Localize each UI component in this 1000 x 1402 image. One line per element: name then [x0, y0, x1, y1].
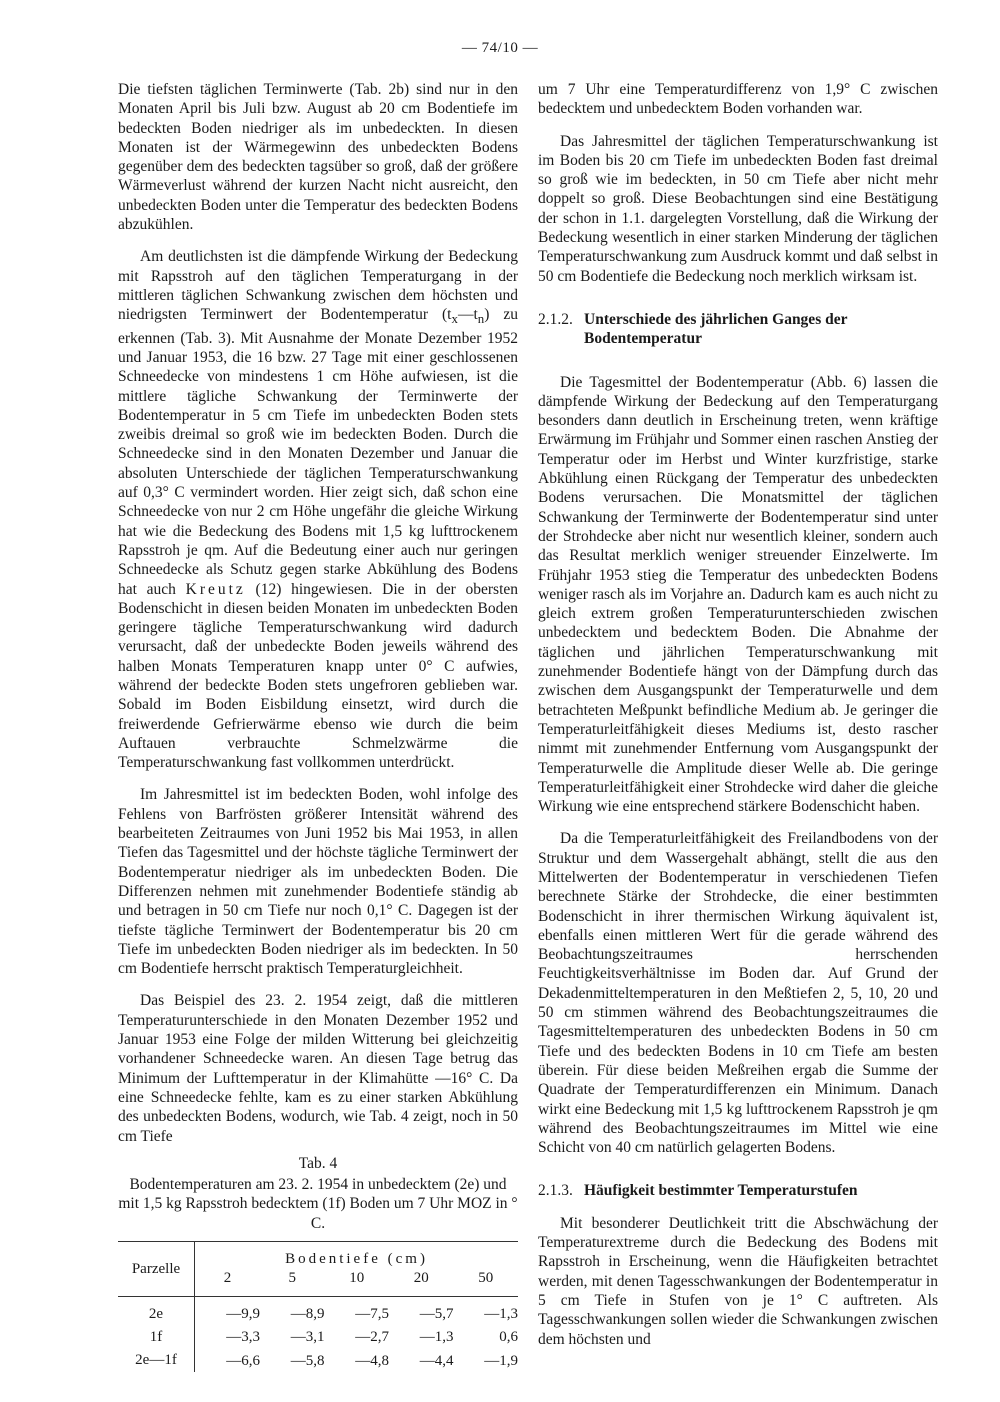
table-cell: —9,9: [226, 1306, 260, 1323]
row-label: 2e—1f: [118, 1347, 195, 1372]
section-number: 2.1.3.: [538, 1182, 573, 1200]
table-row-header: Parzelle: [118, 1242, 195, 1297]
row-label: 2e: [118, 1297, 195, 1325]
table-cell: —4,4: [419, 1353, 454, 1370]
table-cell: —5,7: [419, 1306, 454, 1323]
table-cell: —5,8: [290, 1353, 325, 1370]
table-label: Tab. 4: [298, 1154, 338, 1172]
table-cell: —1,3: [484, 1306, 518, 1323]
paragraph: Die tiefsten täglichen Terminwerte (Tab. 2b) sind nur in den Monaten April bis Juli bzw. August ab 20 cm Bodentiefe im bedeckten Boden niedriger als im unbedeckten. In diesen Monaten ist der Wärmegewinn des unbedeckten Bodens gegenüber dem des bedeckten tagsüber so groß, daß der größere Wärmeverlust während der kurzen Nacht nicht ausreicht, den unbedeckten Boden unter die Temperatur des bedeckten Bodens abzukühlen.: [118, 81, 518, 234]
depth-header: 5: [260, 1269, 325, 1297]
table-cell: —1,3: [419, 1329, 454, 1346]
section-number: 2.1.2.: [538, 310, 573, 328]
table-cell: —3,1: [290, 1329, 325, 1346]
table-cell: —4,8: [355, 1353, 389, 1370]
depth-header: 2: [195, 1269, 260, 1297]
table-caption: Bodentemperaturen am 23. 2. 1954 in unbedecktem (2e) und mit 1,5 kg Rapsstroh bedecktem (1f) Boden um 7 Uhr MOZ in ° C.: [118, 1176, 518, 1232]
page-number: — 74/10 —: [461, 40, 539, 56]
paragraph: Im Jahresmittel ist im bedeckten Boden, wohl infolge des Fehlens von Barfrösten größerer Intensität während des bearbeiteten Zeitraumes von Juni 1952 bis Mai 1953, in allen Tiefen das Tagesmittel und der höchste tägliche Terminwert der Bodentemperatur niedriger als im unbedeckten Boden. Die Differenzen nehmen mit zunehmender Bodentiefe ständig ab und betragen in 50 cm Tiefe nur noch 0,1° C. Dagegen ist der tiefste tägliche Terminwert der Bodentemperatur bis 20 cm Tiefe im unbedeckten Boden niedriger als im bedeckten. In 50 cm Bodentiefe herrscht praktisch Temperaturgleichheit.: [118, 786, 518, 978]
paragraph: Die Tagesmittel der Bodentemperatur (Abb. 6) lassen die dämpfende Wirkung der Bedeckung auf den Temperaturgang besonders dann deutlich in Erscheinung treten, wenn kräftige Erwärmung im Frühjahr und Sommer einen raschen Anstieg der Temperatur oder im Herbst und Winter kurzfristige, starke Abkühlung einen Rückgang der Temperatur des unbedeckten Bodens verursachen. Die Monatsmittel der täglichen Schwankung der Terminwerte der Bodentemperatur sind unter der Strohdecke aber nicht nur wesentlich kleiner, sondern auch das Resultat merklich weniger streuender Einzelwerte. Im Frühjahr 1953 stieg die Temperatur des unbedeckten Bodens weniger rasch als im Vorjahre an. Dadurch kam es auch nicht zu gleich extrem großen Temperaturunterschieden zwischen unbedecktem und bedecktem Boden. Die Abnahme der täglichen und jährlichen Temperaturschwankung mit zunehmender Bodentiefe hängt von der Dämpfung durch das zwischen dem Ausgangspunkt der Temperaturwelle und dem betrachteten Meßpunkt befindliche Medium ab. Je geringer die Temperaturleitfähigkeit dieses Mediums ist, desto rascher nimmt mit zunehmender Entfernung vom Ausgangspunkt der Temperaturwelle die Amplitude dieser Welle ab. Die geringe Temperaturleitfähigkeit einer Strohdecke wird daher die gleiche Wirkung wie eine entsprechend stärkere Bodenschicht haben.: [538, 373, 938, 816]
table-row: [118, 1324, 518, 1347]
author-name: Kreutz: [185, 580, 246, 598]
paragraph: Mit besonderer Deutlichkeit tritt die Abschwächung der Temperaturextreme durch die Bedeckung des Bodens mit Rapsstroh in Erscheinung, wenn die Häufigkeiten betrachtet werden, mit denen Tagesschwankungen der Bodentemperatur in 5 cm Tiefe in Stufen von je 1° C auftreten. Als Tagesschwankungen sollen wieder die Schwankungen zwischen dem höchsten und: [538, 1214, 938, 1348]
right-column: [538, 80, 938, 1349]
depth-header: 10: [324, 1269, 389, 1297]
depth-header: 20: [389, 1269, 454, 1297]
paragraph: Das Jahresmittel der täglichen Temperaturschwankung ist im Boden bis 20 cm Tiefe im unbedeckten Boden fast dreimal so groß wie im bedeckten, in 50 cm Tiefe aber nicht mehr doppelt so groß. Diese Beobachtungen sind eine Bestätigung der schon in 1.1. dargelegten Vorstellung, daß die Wirkung der Bedeckung wesentlich in einer starken Minderung der täglichen Temperaturschwankung zum Ausdruck kommt und daß selbst in 50 cm Bodentiefe die Bedeckung noch merklich wirksam ist.: [538, 132, 938, 285]
table-cell: —6,6: [226, 1353, 260, 1370]
paragraph: Da die Temperaturleitfähigkeit des Freilandbodens von der Struktur und dem Wassergehalt abhängt, stellt die aus den Mittelwerten der Bodentemperatur in verschiedenen Tiefen berechnete Stärke der Strohdecke, die einer bestimmten Bodenschicht in ihrer thermischen Wirkung äquivalent ist, ebenfalls einen mittleren Wert für die gerade während des Beobachtungszeitraumes herrschenden Feuchtigkeitsverhältnisse im Boden dar. Auf Grund der Dekadenmitteltemperaturen in den Meßtiefen 2, 5, 10, 20 und 50 cm stimmen während des Beobachtungszeitraumes die Tagesmitteltemperaturen des unbedeckten Bodens in 50 cm Tiefe und des bedeckten Bodens in 10 cm Tiefe am besten überein. Für diese beiden Meßreihen ergab die Summe der Quadrate der Temperaturdifferenzen ein Minimum. Danach wirkt eine Bedeckung mit 1,5 kg lufttrockenem Rapsstroh je qm während des Beobachtungszeitraumes im Mittel wie eine Schicht von 40 cm natürlich gelagerten Bodens.: [538, 830, 938, 1157]
section-title: Unterschiede des jährlichen Ganges der Bodentemperatur: [584, 310, 848, 348]
section-heading: [538, 310, 938, 349]
section-heading: [538, 1181, 938, 1200]
table-row: [118, 1347, 518, 1372]
row-label: 1f: [118, 1324, 195, 1347]
table-cell: 0,6: [499, 1329, 518, 1346]
table-cell: —7,5: [355, 1306, 389, 1323]
paragraph: um 7 Uhr eine Temperaturdifferenz von 1,9° C zwischen bedecktem und unbedecktem Boden vorhanden war.: [538, 81, 938, 118]
table-cell: —3,3: [226, 1329, 260, 1346]
temperature-table: [118, 1241, 518, 1372]
table-group-header: Bodentiefe (cm): [195, 1242, 519, 1270]
table-cell: —1,9: [484, 1353, 518, 1370]
left-column: [118, 80, 518, 1372]
section-title: Häufigkeit bestimmter Temperaturstufen: [584, 1182, 858, 1200]
depth-header: 50: [453, 1269, 518, 1297]
table-cell: —2,7: [355, 1329, 389, 1346]
paragraph: Das Beispiel des 23. 2. 1954 zeigt, daß die mittleren Temperaturunterschiede in den Monaten Dezember 1952 und Januar 1953 eine Folge der milden Witterung bei gleichzeitig vorhandener Schneedecke waren. An diesen Tage betrug das Minimum der Lufttemperatur in der Klimahütte —16° C. Da eine Schneedecke fehlte, kam es zu einer starken Abkühlung des unbedeckten Bodens, wodurch, wie Tab. 4 zeigt, noch in 50 cm Tiefe: [118, 992, 518, 1145]
table-cell: —8,9: [290, 1306, 325, 1323]
paragraph: Am deutlichsten ist die dämpfende Wirkung der Bedeckung mit Rapsstroh auf den täglichen Temperaturgang in der mittleren täglichen Schwankung zwischen dem höchsten und niedrigsten Terminwert der Bodentemperatur $(t_x—t_n)$ zu erkennen (Tab. 3). Mit Ausnahme der Monate Dezember 1952 und Januar 1953, die 16 bzw. 27 Tage mit einer geschlossenen Schneedecke von mindestens 1 cm Höhe aufwiesen, ist die mittlere tägliche Schwankung der Terminwerte der Bodentemperatur in 5 cm Tiefe im unbedeckten Boden stets zweibis dreimal so groß wie im bedeckten Boden. Durch die Schneedecke sind in den Monaten Dezember und Januar die absoluten Unterschiede der täglichen Temperaturschwankung auf 0,3° C vermindert worden. Hier zeigt sich, daß schon eine Schneedecke von nur 2 cm Höhe ungefähr die gleiche Wirkung hat wie die Bedeckung des Bodens mit 1,5 kg lufttrockenem Rapsstroh je qm. Auf die Bedeutung einer auch nur geringen Schneedecke als Schutz gegen starke Abkühlung des Bodens hat auch Kreutz (12) hingewiesen. Die in der obersten Bodenschicht in diesen beiden Monaten im unbedeckten Boden geringere tägliche Temperaturschwankung wird dadurch verursacht, daß der unbedeckte Boden jeweils während des halben Monats Temperaturen knapp unter 0° C aufwies, während der bedeckte Boden stets ungefroren geblieben war. Sobald im Boden Eisbildung einsetzt, wird durch die freiwerdende Gefrierwärme ebenso wie durch die beim Auftauen verbrauchte Schmelzwärme die Temperaturschwankung fast vollkommen unterdrückt.: [118, 248, 519, 772]
table-row: [118, 1297, 518, 1325]
